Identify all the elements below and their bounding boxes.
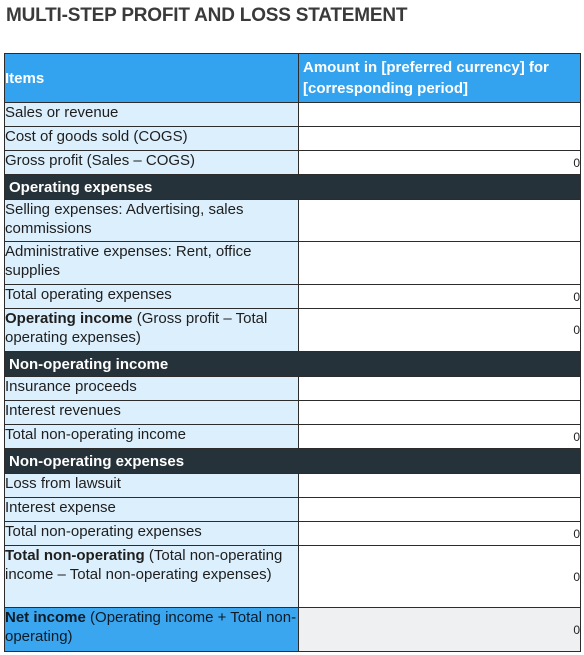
amount-cell-interest-expense[interactable]: [299, 498, 581, 522]
table-row: [5, 522, 581, 546]
table-row: [5, 127, 581, 151]
table-row: [5, 377, 581, 401]
row-label-loss-from-lawsuit: Loss from lawsuit: [5, 474, 299, 498]
operating-income-label: Operating income: [5, 310, 133, 327]
table-row-net-income: [5, 608, 581, 652]
table-row: [5, 498, 581, 522]
amount-cell-selling-expenses[interactable]: [299, 200, 581, 242]
header-amount: Amount in [preferred currency] for [corresponding period]: [299, 54, 581, 103]
row-label-net-income: [5, 608, 299, 652]
section-row: [5, 449, 581, 474]
row-label-cogs: Cost of goods sold (COGS): [5, 127, 299, 151]
amount-cell-interest-revenues[interactable]: [299, 401, 581, 425]
amount-cell-cogs[interactable]: [299, 127, 581, 151]
row-label-total-non-operating-income: Total non-operating income: [5, 425, 299, 449]
operating-income-note: (Gross profit – Total operating expenses): [5, 310, 268, 346]
profit-loss-table: [4, 53, 581, 652]
table-row: [5, 200, 581, 242]
amount-cell-insurance-proceeds[interactable]: [299, 377, 581, 401]
page-title: MULTI-STEP PROFIT AND LOSS STATEMENT: [6, 5, 408, 26]
amount-cell-loss-from-lawsuit[interactable]: [299, 474, 581, 498]
table-row: [5, 546, 581, 608]
table-row: [5, 151, 581, 175]
table-row: [5, 285, 581, 309]
amount-cell-net-income[interactable]: 0: [299, 608, 581, 652]
row-label-interest-revenues: Interest revenues: [5, 401, 299, 425]
amount-cell-operating-income[interactable]: 0: [299, 309, 581, 352]
section-operating-expenses: Operating expenses: [5, 175, 581, 200]
section-non-operating-income: Non-operating income: [5, 352, 581, 377]
total-non-operating-label: Total non-operating: [5, 547, 145, 564]
row-label-total-operating-expenses: Total operating expenses: [5, 285, 299, 309]
amount-cell-total-non-operating-income[interactable]: 0: [299, 425, 581, 449]
table-row: [5, 474, 581, 498]
row-label-gross-profit: Gross profit (Sales – COGS): [5, 151, 299, 175]
table-row: [5, 309, 581, 352]
amount-cell-total-operating-expenses[interactable]: 0: [299, 285, 581, 309]
row-label-operating-income: [5, 309, 299, 352]
section-row: [5, 175, 581, 200]
row-label-sales: Sales or revenue: [5, 103, 299, 127]
total-non-operating-note: (Total non-operating income – Total non-operating expenses): [5, 547, 283, 583]
amount-cell-sales[interactable]: [299, 103, 581, 127]
amount-cell-total-non-operating-expenses[interactable]: 0: [299, 522, 581, 546]
section-non-operating-expenses: Non-operating expenses: [5, 449, 581, 474]
table-header-row: [5, 54, 581, 103]
table-row: [5, 103, 581, 127]
header-items: Items: [5, 54, 299, 103]
row-label-insurance-proceeds: Insurance proceeds: [5, 377, 299, 401]
net-income-label: Net income: [5, 609, 86, 626]
section-row: [5, 352, 581, 377]
row-label-total-non-operating-expenses: Total non-operating expenses: [5, 522, 299, 546]
row-label-total-non-operating: [5, 546, 299, 608]
table-row: [5, 242, 581, 285]
row-label-admin-expenses: Administrative expenses: Rent, office supplies: [5, 242, 299, 285]
amount-cell-total-non-operating[interactable]: 0: [299, 546, 581, 608]
table-row: [5, 425, 581, 449]
amount-cell-admin-expenses[interactable]: [299, 242, 581, 285]
table-row: [5, 401, 581, 425]
net-income-note: (Operating income + Total non-operating): [5, 609, 297, 645]
row-label-interest-expense: Interest expense: [5, 498, 299, 522]
row-label-selling-expenses: Selling expenses: Advertising, sales commissions: [5, 200, 299, 242]
amount-cell-gross-profit[interactable]: 0: [299, 151, 581, 175]
